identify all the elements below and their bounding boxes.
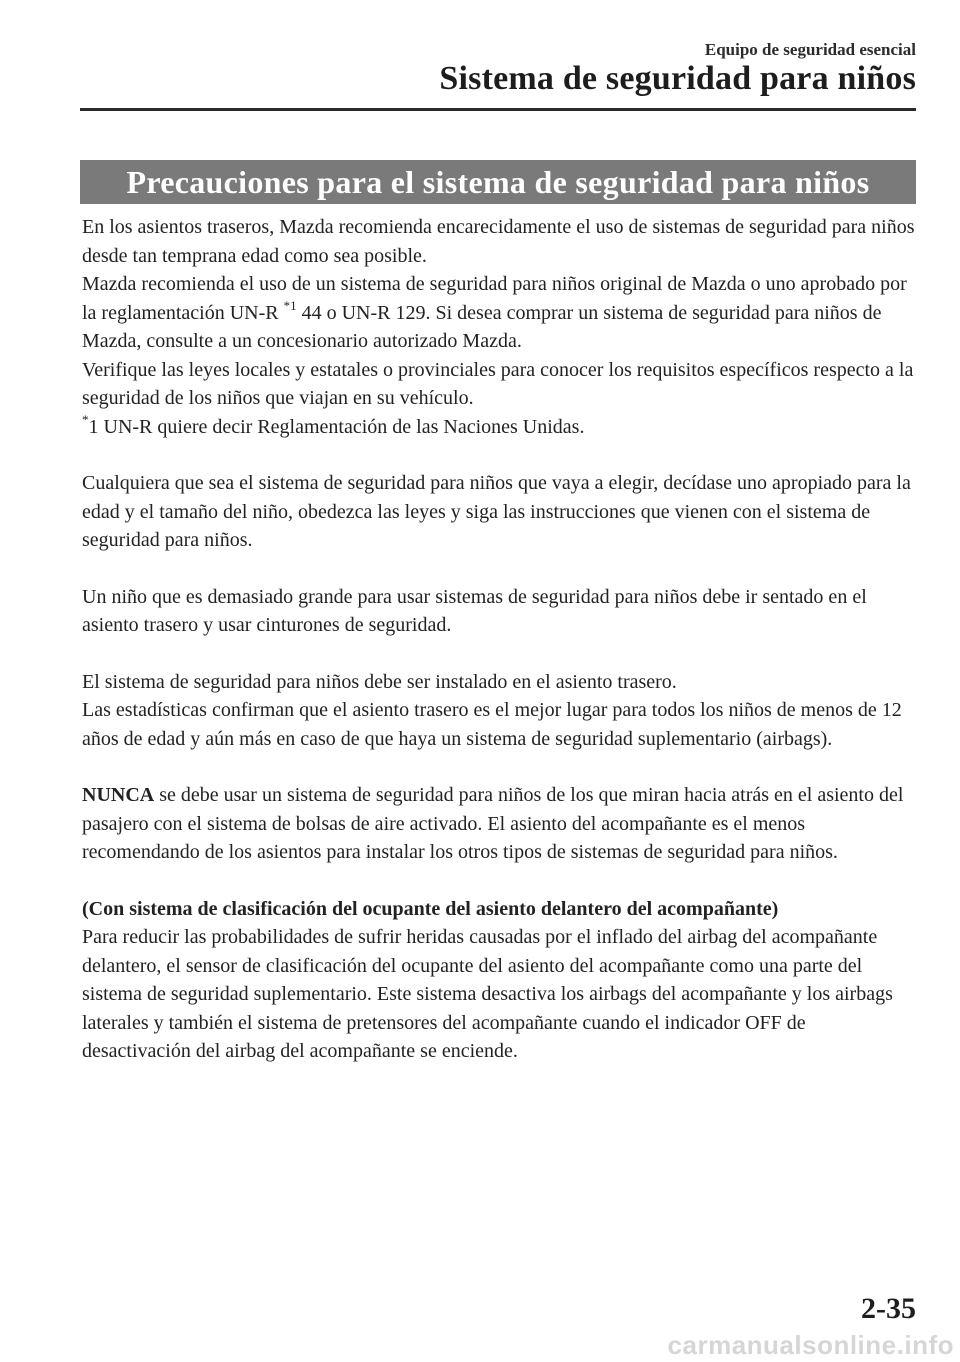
paragraph-10: Para reducir las probabilidades de sufrir heridas causadas por el inflado del airbag del acompañante delantero, el sensor de clasificación del ocupante del asiento del acompañante como una parte del sistema de seguridad suplementario. Este sistema desactiva los airbags del acompañante y los airbags laterales y también el sistema de pretensores del acompañante cuando el indicador OFF de desactivación del airbag del acompañante se enciende.: [82, 926, 893, 1062]
paragraph-4: Cualquiera que sea el sistema de seguridad para niños que vaya a elegir, decídase uno apropiado para la edad y el tamaño del niño, obedezca las leyes y siga las instrucciones que vienen con el sistema de seguridad para niños.: [82, 472, 911, 551]
paragraph-3: Verifique las leyes locales y estatales o provinciales para conocer los requisitos específicos respecto a la seguridad de los niños que viajan en su vehículo.: [82, 358, 914, 409]
paragraph-5: Un niño que es demasiado grande para usar sistemas de seguridad para niños debe ir sentado en el asiento trasero y usar cinturones de seguridad.: [82, 585, 867, 636]
banner-title: Precauciones para el sistema de seguridad para niños: [126, 163, 870, 200]
header-rule: [80, 108, 916, 111]
paragraph-2: [82, 270, 916, 356]
footnote-mark: *: [82, 411, 89, 427]
watermark: carmanualsonline.info: [667, 1330, 954, 1360]
subsection-heading: (Con sistema de clasificación del ocupante del asiento delantero del acompañante): [82, 897, 779, 920]
section-banner: [80, 160, 916, 204]
paragraph-6: El sistema de seguridad para niños debe ser instalado en el asiento trasero.: [82, 670, 677, 693]
section-subtitle: Equipo de seguridad esencial: [704, 40, 916, 59]
footnote-text: 1 UN-R quiere decir Reglamentación de las Naciones Unidas.: [88, 415, 585, 438]
chapter-title: Sistema de seguridad para niños: [439, 60, 916, 97]
warning-word: NUNCA: [82, 784, 155, 806]
paragraph-8-text: se debe usar un sistema de seguridad para niños de los que miran hacia atrás en el asiento del pasajero con el sistema de bolsas de aire activado. El asiento del acompañante es el menos recomendando de los asientos para instalar los otros tipos de sistemas de seguridad para niños.: [82, 784, 904, 863]
footnote-ref: *1: [283, 297, 297, 313]
paragraph-7: Las estadísticas confirman que el asiento trasero es el mejor lugar para todos los niños de menos de 12 años de edad y aún más en caso de que haya un sistema de seguridad suplementario (airbags).: [82, 699, 902, 750]
page-number: 2-35: [861, 1292, 916, 1325]
paragraph-8: [82, 781, 916, 867]
footnote: [82, 413, 916, 442]
paragraph-1: En los asientos traseros, Mazda recomienda encarecidamente el uso de sistemas de seguridad para niños desde tan temprana edad como sea posible.: [82, 216, 915, 267]
paragraph-2-text-a: Mazda recomienda el uso de un sistema de seguridad para niños original de Mazda o uno aprobado por la reglamentación UN-R: [82, 273, 907, 324]
body-content: [82, 213, 916, 1066]
paragraph-2-text-b: 44 o UN-R 129. Si desea comprar un sistema de seguridad para niños de Mazda, consulte a un concesionario autorizado Mazda.: [82, 301, 882, 352]
